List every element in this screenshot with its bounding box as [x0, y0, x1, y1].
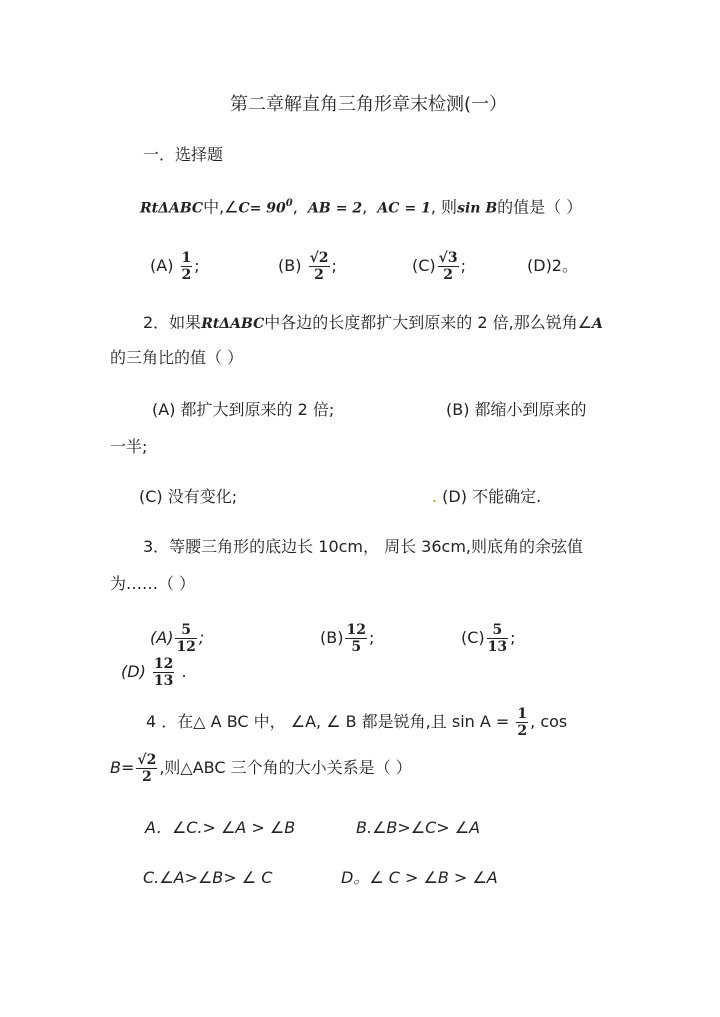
q1-option-c-fraction: $\frac{√3}{2}$: [438, 250, 458, 283]
q2-text-1: 2．如果: [143, 313, 202, 332]
q1-option-b-fraction: $\frac{√2}{2}$: [309, 250, 329, 283]
q2-option-d-dot: .: [432, 487, 438, 506]
q2-option-b-continued: 一半;: [110, 437, 148, 456]
q1-degree: 0: [285, 198, 293, 209]
q3-option-d: [121, 656, 187, 689]
q3-option-b-end: ;: [368, 628, 375, 647]
q1-option-d: (D)2。: [527, 256, 578, 275]
q1-option-c: [412, 250, 466, 283]
q1-option-a: [150, 250, 200, 283]
q3-option-a-end: ;: [198, 628, 205, 647]
q3-option-d-label: (D): [121, 662, 146, 681]
q1-text-3: ,: [362, 197, 368, 217]
q1-ab: AB: [307, 200, 331, 217]
q1-eq90: = 90: [249, 200, 286, 217]
q1-ab-value: = 2: [335, 200, 363, 217]
q2-text-2: 中各边的长度都扩大到原来的 2 倍,那么锐角∠: [264, 313, 593, 332]
q4-cosb-fraction: $\frac{√2}{2}$: [137, 752, 157, 785]
q4-option-b: B.∠B>∠C> ∠A: [356, 818, 481, 837]
q1-option-a-label: (A): [150, 256, 174, 275]
q1-option-b-end: ;: [331, 256, 337, 275]
q4-text-2: , cos: [530, 712, 568, 731]
q1-option-c-label: (C): [412, 256, 436, 275]
q2-option-d: [432, 487, 541, 507]
q3-option-b-label: (B): [320, 628, 344, 647]
q1-triangle: RtΔABC: [140, 200, 204, 217]
q2-line-2: 的三角比的值（ ）: [110, 348, 244, 367]
question-1: [140, 194, 582, 218]
q3-option-a-label: (A): [150, 628, 174, 647]
q2-option-c: (C) 没有变化;: [139, 487, 238, 506]
q1-text-4: , 则: [430, 197, 458, 217]
q1-sinb: sin B: [457, 200, 498, 217]
q1-ac: AC: [377, 200, 400, 217]
section-heading: 一．选择题: [143, 145, 224, 164]
q1-text-1: 中,∠: [203, 197, 239, 217]
q1-ac-value: = 1: [404, 200, 431, 217]
q3-option-d-fraction: $\frac{12}{13}$: [153, 656, 174, 689]
q1-option-a-fraction: $\frac{1}{2}$: [181, 250, 192, 283]
page-title: 第二章解直角三角形章末检测(一）: [230, 94, 508, 115]
q2-triangle: RtΔABC: [201, 316, 265, 332]
q3-option-c: [461, 622, 516, 655]
q1-text-2: ,: [292, 197, 298, 217]
q3-option-d-end: .: [181, 662, 187, 681]
q3-option-c-end: ;: [510, 628, 516, 647]
q4-text-4: ,则△ABC 三个角的大小关系是（ ）: [159, 758, 412, 777]
q4-text-1: 4 ．在△ A BC 中， ∠A, ∠ B 都是锐角,且 sin A =: [146, 712, 510, 731]
q1-option-b-label: (B): [278, 256, 302, 275]
q3-option-c-label: (C): [461, 628, 485, 647]
q2-angle-a: A: [592, 316, 603, 332]
q1-option-c-end: ;: [460, 256, 466, 275]
q2-option-a: (A) 都扩大到原来的 2 倍;: [152, 400, 335, 419]
q4-sina-fraction: $\frac{1}{2}$: [517, 706, 528, 739]
q1-angle-c: C: [238, 200, 250, 217]
q4-line-2: [110, 752, 412, 785]
q3-option-a: [150, 622, 204, 655]
q3-line-2: 为……（ ）: [110, 574, 196, 593]
question-2: [143, 313, 603, 334]
q1-text-5: 的值是（ ）: [497, 197, 583, 217]
q4-option-d: D。∠ C > ∠B > ∠A: [341, 868, 498, 887]
q2-option-b: (B) 都缩小到原来的: [446, 400, 587, 419]
q4-option-a: A．∠C.> ∠A > ∠B: [145, 818, 296, 837]
q3-option-a-fraction: $\frac{5}{12}$: [176, 622, 196, 655]
q4-text-3: B=: [110, 758, 135, 777]
q3-option-b-fraction: $\frac{12}{5}$: [346, 622, 366, 655]
q1-option-a-end: ;: [194, 256, 200, 275]
q4-option-c: C.∠A>∠B> ∠ C: [143, 868, 273, 887]
question-3: 3．等腰三角形的底边长 10cm， 周长 36cm,则底角的余弦值: [143, 537, 584, 556]
question-4: [146, 706, 567, 739]
q3-option-b: [320, 622, 374, 655]
q1-option-b: [278, 250, 337, 283]
q3-option-c-fraction: $\frac{5}{13}$: [487, 622, 508, 655]
q2-option-d-text: (D) 不能确定.: [437, 487, 542, 506]
